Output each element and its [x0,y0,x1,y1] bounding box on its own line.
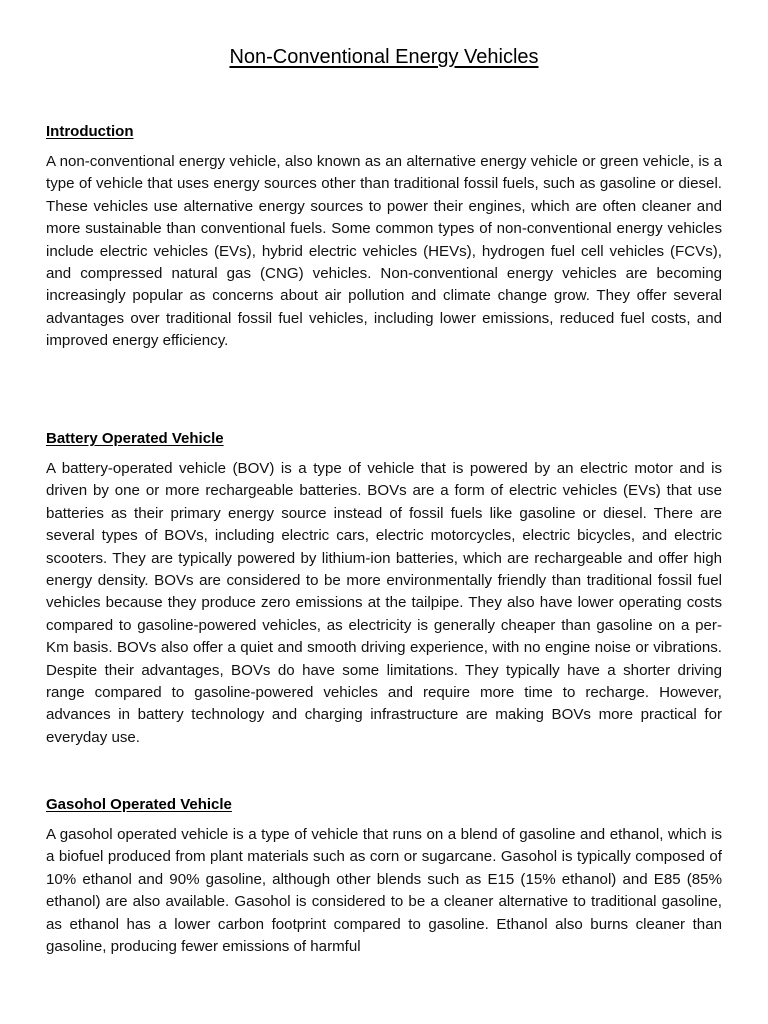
document-title: Non-Conventional Energy Vehicles [229,46,539,68]
section-introduction [46,122,722,353]
section-heading-gasohol-operated-vehicle: Gasohol Operated Vehicle [46,796,232,813]
section-battery-operated-vehicle [46,429,722,749]
section-heading-battery-operated-vehicle: Battery Operated Vehicle [46,430,224,447]
section-heading-introduction: Introduction [46,123,134,140]
section-body-gasohol-operated-vehicle: A gasohol operated vehicle is a type of vehicle that runs on a blend of gasoline and ethanol, which is a biofuel produced from plant materials such as corn or sugarcane. Gasohol is typically composed of 10% ethanol and 90% gasoline, although other blends such as E15 (15% ethanol) and E85 (85% ethanol) are also available. Gasohol is considered to be a cleaner alternative to traditional gasoline, as ethanol has a lower carbon footprint compared to gasoline. Ethanol also burns cleaner than gasoline, producing fewer emissions of harmful [46,826,722,956]
section-body-introduction: A non-conventional energy vehicle, also known as an alternative energy vehicle or green vehicle, is a type of vehicle that uses energy sources other than traditional fossil fuels, such as gasoline or diesel. These vehicles use alternative energy sources to power their engines, which are often cleaner and more sustainable than conventional fuels. Some common types of non-conventional energy vehicles include electric vehicles (EVs), hybrid electric vehicles (HEVs), hydrogen fuel cell vehicles (FCVs), and compressed natural gas (CNG) vehicles. Non-conventional energy vehicles are becoming increasingly popular as concerns about air pollution and climate change grow. They offer several advantages over traditional fossil fuel vehicles, including lower emissions, reduced fuel costs, and improved energy efficiency. [46,153,722,350]
section-gasohol-operated-vehicle [46,795,722,958]
section-body-battery-operated-vehicle: A battery-operated vehicle (BOV) is a type of vehicle that is powered by an electric motor and is driven by one or more rechargeable batteries. BOVs are a form of electric vehicles (EVs) that use batteries as their primary energy source instead of fossil fuels like gasoline or diesel. There are several types of BOVs, including electric cars, electric motorcycles, electric bicycles, and electric scooters. They are typically powered by lithium-ion batteries, which are rechargeable and offer high energy density. BOVs are considered to be more environmentally friendly than traditional fossil fuel vehicles because they produce zero emissions at the tailpipe. They also have lower operating costs compared to gasoline-powered vehicles, as electricity is generally cheaper than gasoline on a per-Km basis. BOVs also offer a quiet and smooth driving experience, with no engine noise or vibrations. Despite their advantages, BOVs do have some limitations. They typically have a shorter driving range compared to gasoline-powered vehicles and require more time to recharge. However, advances in battery technology and charging infrastructure are making BOVs more practical for everyday use. [46,460,722,746]
